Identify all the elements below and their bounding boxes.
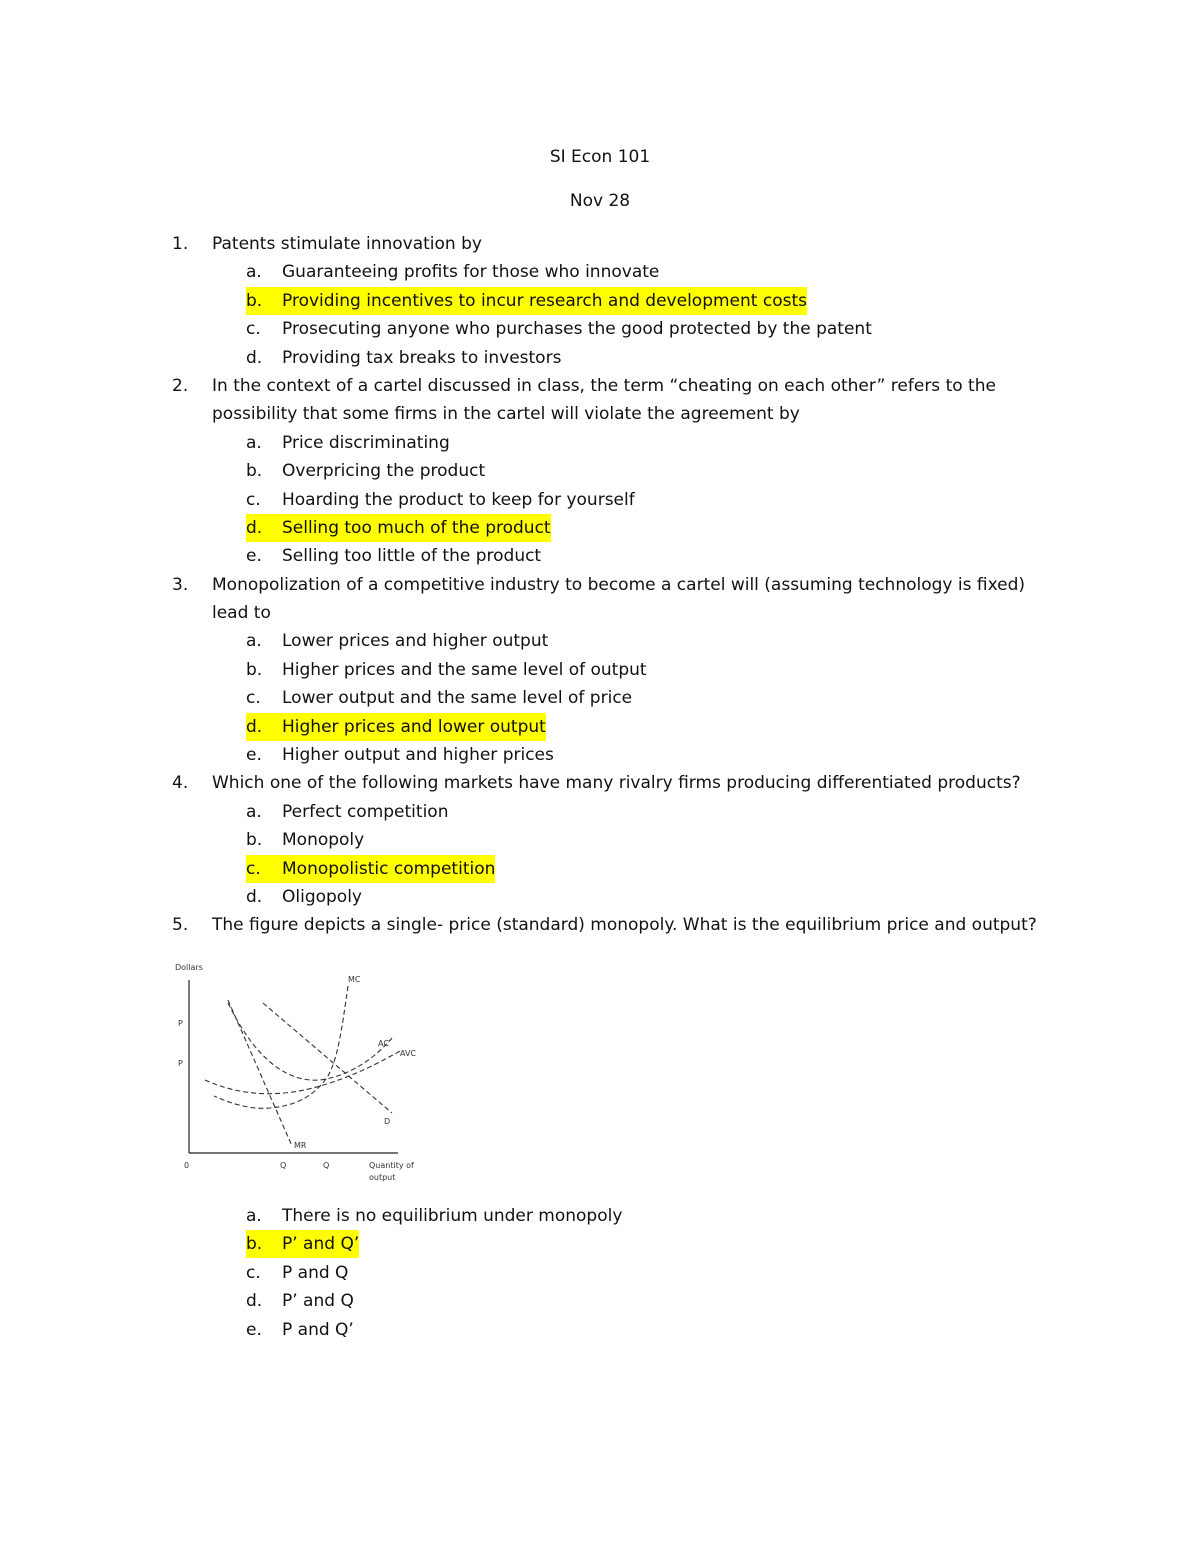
answer-option-highlighted	[0, 1230, 1200, 1258]
option-text: Lower output and the same level of price	[282, 688, 633, 709]
question-line	[0, 571, 1200, 599]
option-letter: b.	[246, 659, 263, 680]
mc-curve	[214, 986, 348, 1108]
option-letter: e.	[246, 745, 262, 766]
answer-option	[0, 315, 1200, 343]
option-letter: a.	[246, 1206, 262, 1226]
answer-option-highlighted	[0, 855, 1200, 883]
answer-option	[0, 542, 1200, 570]
answer-option	[0, 826, 1200, 854]
y-axis-label: Dollars	[175, 963, 203, 972]
answer-option-highlighted	[0, 713, 1200, 741]
option-text: Price discriminating	[282, 432, 450, 453]
option-text: P’ and Q’	[282, 1230, 359, 1258]
option-text: Higher prices and lower output	[282, 713, 546, 741]
option-text: Selling too much of the product	[282, 514, 551, 542]
question-text: Monopolization of a competitive industry to become a cartel will (assuming technology is fixed)	[212, 574, 1025, 595]
option-letter: c.	[246, 1262, 261, 1283]
option-letter: a.	[246, 631, 262, 652]
question-number: 1.	[172, 234, 189, 254]
mr-curve	[228, 1000, 292, 1146]
mr-label: MR	[294, 1141, 307, 1150]
question-list	[0, 230, 1200, 940]
demand-curve	[263, 1003, 392, 1113]
option-text: Monopoly	[282, 830, 365, 851]
answer-option	[0, 457, 1200, 485]
x-axis-label-line1: Quantity of	[369, 1161, 414, 1170]
question-text: Which one of the following markets have many rivalry firms producing differentiated products?	[212, 773, 1021, 794]
option-text: P and Q’	[282, 1319, 354, 1340]
option-text: Monopolistic competition	[282, 855, 495, 883]
option-letter: b.	[246, 1230, 287, 1258]
question-number: 5.	[172, 915, 189, 936]
monopoly-figure	[170, 958, 440, 1188]
answer-option	[0, 883, 1200, 911]
demand-label: D	[384, 1117, 391, 1126]
origin-label: 0	[184, 1161, 190, 1170]
question-line	[0, 599, 1200, 627]
option-letter: d.	[246, 347, 263, 368]
option-text: Selling too little of the product	[282, 546, 542, 567]
answer-option	[0, 486, 1200, 514]
question-5-options	[0, 1202, 1200, 1344]
question-text: In the context of a cartel discussed in class, the term “cheating on each other” refers to the	[212, 375, 996, 396]
question-line	[0, 230, 1200, 258]
question-number: 3.	[172, 574, 189, 595]
answer-option	[0, 798, 1200, 826]
option-letter: b.	[246, 287, 287, 315]
answer-option	[0, 429, 1200, 457]
answer-option	[0, 741, 1200, 769]
option-letter: b.	[246, 830, 263, 851]
avc-label: AVC	[400, 1049, 417, 1058]
option-letter: e.	[246, 1319, 262, 1340]
option-text: Perfect competition	[282, 801, 449, 822]
option-letter: c.	[246, 489, 261, 510]
option-letter: d.	[246, 886, 263, 907]
question-line	[0, 372, 1200, 400]
option-letter: a.	[246, 262, 262, 283]
question-text: Patents stimulate innovation by	[212, 234, 482, 254]
mc-label: MC	[348, 975, 361, 984]
answer-option-highlighted	[0, 287, 1200, 315]
option-letter: c.	[246, 855, 286, 883]
question-number: 4.	[172, 773, 189, 794]
question-text: possibility that some firms in the cartel will violate the agreement by	[212, 404, 800, 425]
answer-option	[0, 656, 1200, 684]
x-tick-label-q1: Q	[280, 1161, 287, 1170]
option-text: Prosecuting anyone who purchases the good protected by the patent	[282, 319, 872, 340]
option-text: Overpricing the product	[282, 461, 486, 482]
answer-option	[0, 258, 1200, 286]
question-line	[0, 769, 1200, 797]
answer-option	[0, 1202, 1200, 1230]
option-text: Guaranteeing profits for those who innovate	[282, 262, 660, 283]
question-text: The figure depicts a single- price (standard) monopoly. What is the equilibrium price and output?	[212, 915, 1037, 936]
answer-option	[0, 1316, 1200, 1344]
option-letter: d.	[246, 514, 287, 542]
option-letter: d.	[246, 1291, 263, 1312]
option-letter: c.	[246, 688, 261, 709]
option-text: Providing tax breaks to investors	[282, 347, 562, 368]
x-axis-label-line2: output	[369, 1173, 396, 1182]
option-text: Lower prices and higher output	[282, 631, 549, 652]
option-letter: e.	[246, 546, 262, 567]
option-text: Higher output and higher prices	[282, 745, 554, 766]
option-text: There is no equilibrium under monopoly	[282, 1206, 623, 1226]
answer-option	[0, 684, 1200, 712]
document-title: SI Econ 101	[549, 147, 651, 167]
option-text: P’ and Q	[282, 1291, 354, 1312]
question-line	[0, 911, 1200, 939]
answer-option	[0, 627, 1200, 655]
document-date: Nov 28	[569, 191, 631, 211]
question-line	[0, 400, 1200, 428]
option-text: P and Q	[282, 1262, 349, 1283]
answer-option	[0, 1287, 1200, 1315]
y-tick-label-p2: P	[178, 1059, 183, 1068]
y-tick-label-p1: P	[178, 1019, 183, 1028]
option-text: Hoarding the product to keep for yourself	[282, 489, 635, 510]
option-letter: a.	[246, 801, 262, 822]
option-text: Providing incentives to incur research and development costs	[282, 287, 807, 315]
option-letter: a.	[246, 432, 262, 453]
option-letter: c.	[246, 319, 261, 340]
question-text: lead to	[212, 603, 271, 624]
option-letter: d.	[246, 713, 287, 741]
ac-label: AC	[378, 1039, 389, 1048]
answer-option	[0, 344, 1200, 372]
monopoly-graph	[170, 958, 440, 1188]
option-letter: b.	[246, 461, 263, 482]
answer-option	[0, 1259, 1200, 1287]
option-text: Higher prices and the same level of output	[282, 659, 647, 680]
question-number: 2.	[172, 375, 189, 396]
answer-option-highlighted	[0, 514, 1200, 542]
x-tick-label-q2: Q	[323, 1161, 330, 1170]
option-text: Oligopoly	[282, 886, 362, 907]
